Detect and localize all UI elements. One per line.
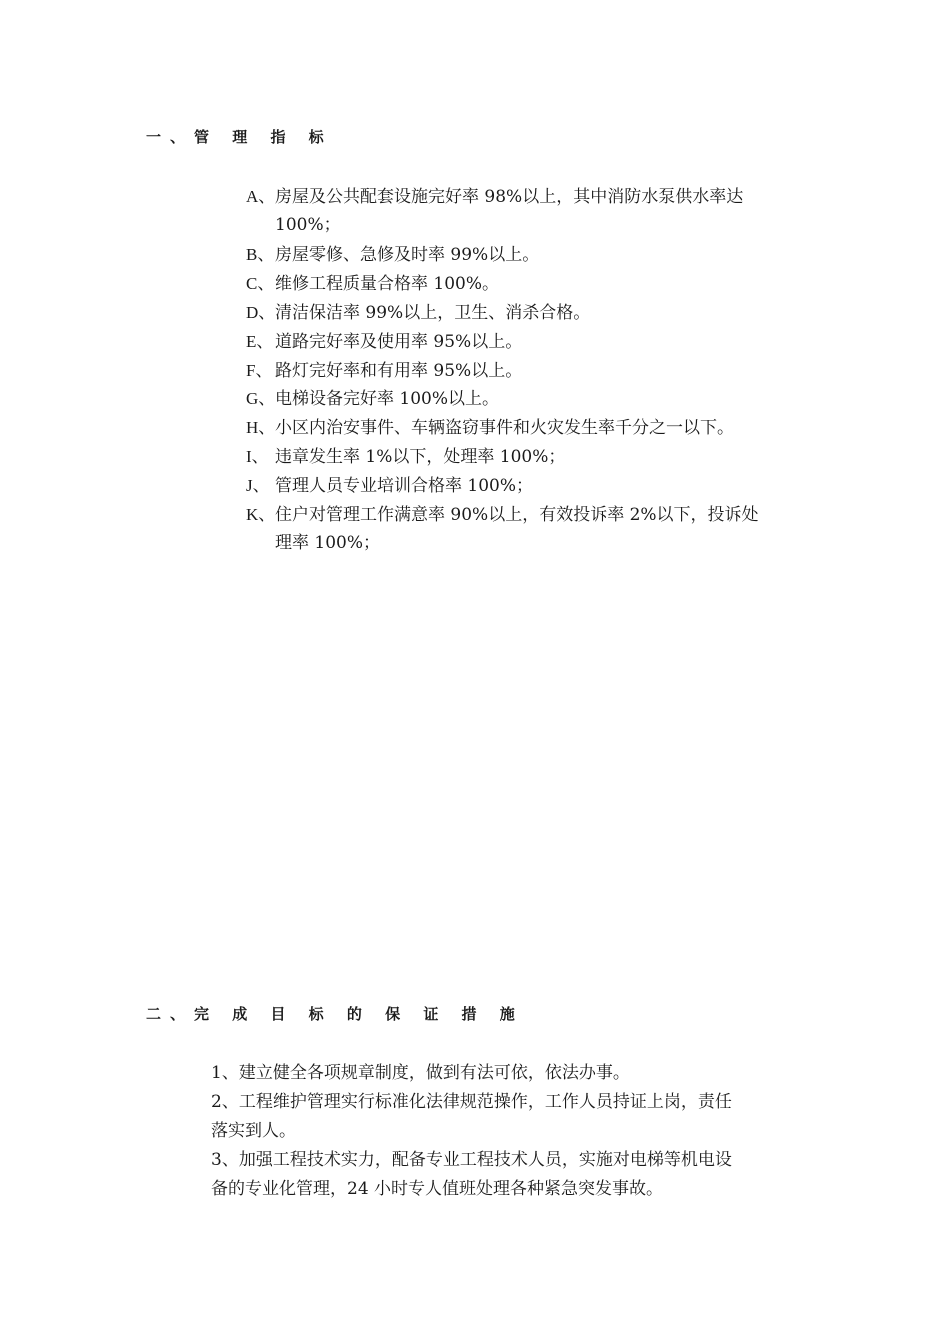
list-item bbox=[246, 240, 539, 270]
list-item bbox=[211, 1088, 732, 1117]
list-item bbox=[211, 1146, 732, 1175]
item-text: 房屋零修、急修及时率 99%以上。 bbox=[275, 245, 540, 265]
list-item bbox=[246, 500, 759, 530]
item-text: 道路完好率及使用率 95%以上。 bbox=[275, 332, 523, 352]
section-1-heading: 一、管 理 指 标 bbox=[146, 128, 333, 146]
list-item bbox=[246, 298, 590, 328]
item-marker: C、 bbox=[246, 274, 275, 293]
item-text: 管理人员专业培训合格率 100%； bbox=[275, 476, 534, 496]
list-item bbox=[246, 413, 734, 443]
item-text: 住户对管理工作满意率 90%以上，有效投诉率 2%以下，投诉处 bbox=[275, 505, 759, 525]
item-continuation: 备的专业化管理，24 小时专人值班处理各种紧急突发事故。 bbox=[211, 1179, 664, 1199]
item-text: 3、加强工程技术实力，配备专业工程技术人员，实施对电梯等机电设 bbox=[211, 1150, 732, 1170]
list-item bbox=[246, 442, 565, 472]
item-marker: K、 bbox=[246, 505, 276, 524]
item-marker: A、 bbox=[246, 187, 276, 206]
item-marker: J、 bbox=[246, 476, 270, 495]
section-2-heading: 二、完 成 目 标 的 保 证 措 施 bbox=[146, 1005, 524, 1023]
item-marker: D、 bbox=[246, 303, 276, 322]
list-item bbox=[246, 471, 533, 501]
item-marker: B、 bbox=[246, 245, 275, 264]
list-item bbox=[246, 384, 499, 414]
list-item bbox=[246, 327, 522, 357]
item-continuation: 落实到人。 bbox=[211, 1121, 296, 1141]
list-item bbox=[246, 356, 522, 386]
item-text: 路灯完好率和有用率 95%以上。 bbox=[275, 361, 523, 381]
item-marker: F、 bbox=[246, 361, 273, 380]
list-item bbox=[211, 1059, 630, 1088]
item-text: 小区内治安事件、车辆盗窃事件和火灾发生率千分之一以下。 bbox=[275, 418, 734, 438]
item-text: 1、建立健全各项规章制度，做到有法可依，依法办事。 bbox=[211, 1063, 630, 1083]
item-marker: I、 bbox=[246, 447, 269, 466]
list-item bbox=[246, 269, 499, 299]
item-marker: H、 bbox=[246, 418, 276, 437]
item-text: 违章发生率 1%以下，处理率 100%； bbox=[275, 447, 566, 467]
item-marker: E、 bbox=[246, 332, 274, 351]
item-continuation: 100%； bbox=[275, 215, 341, 235]
item-text: 电梯设备完好率 100%以上。 bbox=[275, 389, 500, 409]
item-text: 清洁保洁率 99%以上，卫生、消杀合格。 bbox=[275, 303, 591, 323]
item-text: 维修工程质量合格率 100%。 bbox=[275, 274, 500, 294]
item-continuation: 理率 100%； bbox=[275, 533, 381, 553]
item-text: 2、工程维护管理实行标准化法律规范操作，工作人员持证上岗，责任 bbox=[211, 1092, 732, 1112]
item-marker: G、 bbox=[246, 389, 276, 408]
item-text: 房屋及公共配套设施完好率 98%以上，其中消防水泵供水率达 bbox=[275, 187, 744, 207]
list-item bbox=[246, 182, 743, 212]
